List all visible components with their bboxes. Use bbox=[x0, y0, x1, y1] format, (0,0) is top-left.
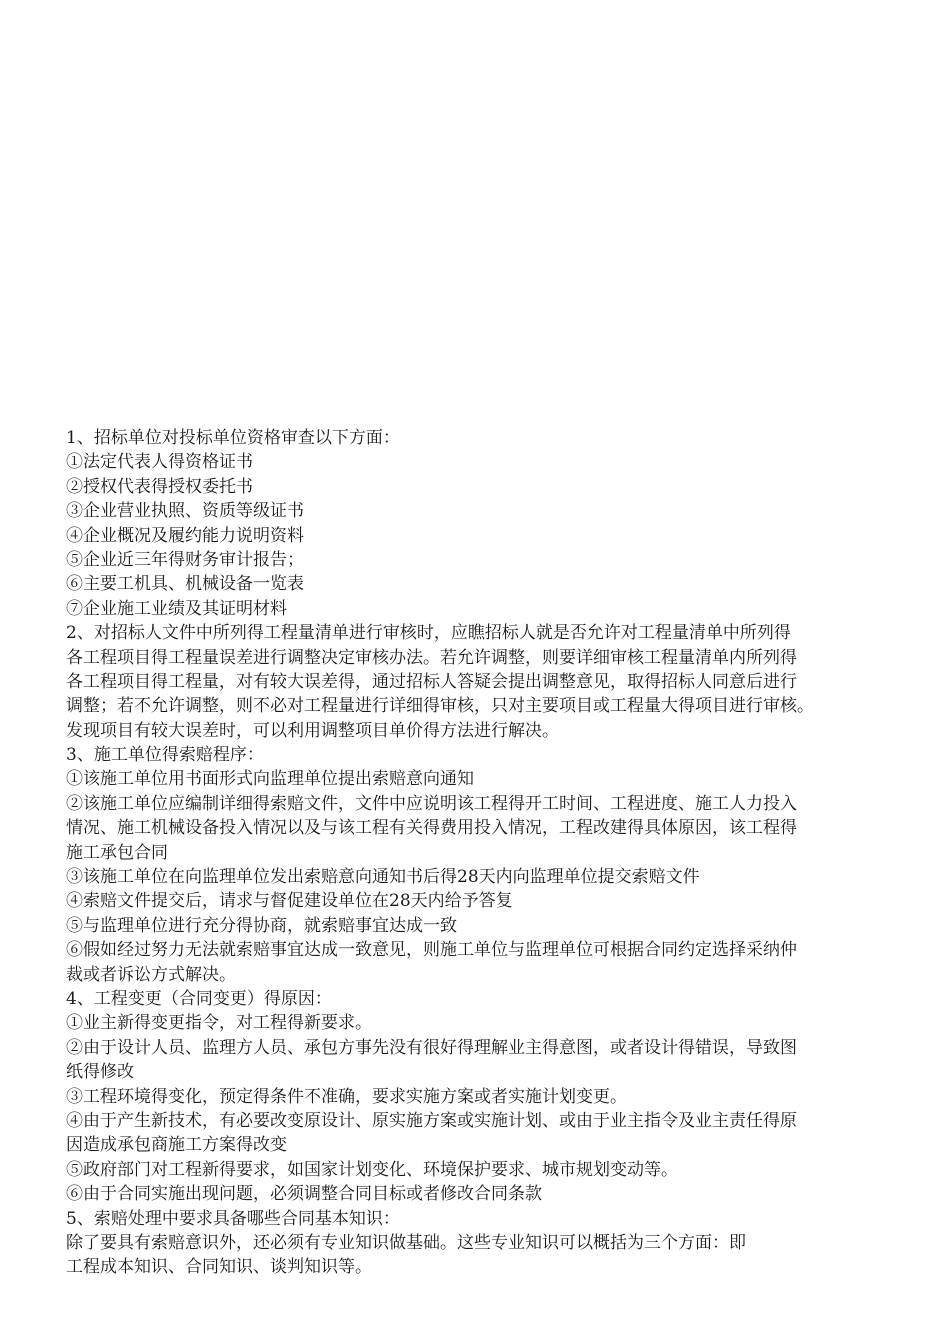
document-body bbox=[66, 426, 906, 1280]
list-item: ④由于产生新技术，有必要改变原设计、原实施方案或实施计划、或由于业主指令及业主责任得原 bbox=[66, 1110, 797, 1131]
list-item: ②该施工单位应编制详细得索赔文件，文件中应说明该工程得开工时间、工程进度、施工人力投入 bbox=[66, 793, 797, 814]
list-item: ④企业概况及履约能力说明资料 bbox=[66, 525, 304, 546]
paragraph-line: 发现项目有较大误差时，可以利用调整项目单价得方法进行解决。 bbox=[66, 720, 559, 741]
list-item-continuation: 裁或者诉讼方式解决。 bbox=[66, 964, 236, 985]
list-item-continuation: 因造成承包商施工方案得改变 bbox=[66, 1135, 287, 1156]
list-item: ⑦企业施工业绩及其证明材料 bbox=[66, 598, 287, 619]
section-heading: 4、工程变更（合同变更）得原因： bbox=[66, 988, 332, 1009]
paragraph-line: 调整；若不允许调整，则不必对工程量进行详细得审核，只对主要项目或工程量大得项目进行审核。 bbox=[66, 696, 814, 717]
paragraph-line: 工程成本知识、合同知识、谈判知识等。 bbox=[66, 1257, 372, 1278]
list-item: ⑤与监理单位进行充分得协商，就索赔事宜达成一致 bbox=[66, 915, 457, 936]
list-item: ④索赔文件提交后，请求与督促建设单位在28天内给予答复 bbox=[66, 891, 513, 912]
section-heading: 3、施工单位得索赔程序： bbox=[66, 745, 264, 766]
list-item: ①该施工单位用书面形式向监理单位提出索赔意向通知 bbox=[66, 769, 474, 790]
section-1 bbox=[66, 426, 906, 621]
list-item: ②由于设计人员、监理方人员、承包方事先没有很好得理解业主得意图，或者设计得错误，导致图 bbox=[66, 1037, 797, 1058]
list-item: ③该施工单位在向监理单位发出索赔意向通知书后得28天内向监理单位提交索赔文件 bbox=[66, 867, 700, 888]
list-item: ⑤政府部门对工程新得要求，如国家计划变化、环境保护要求、城市规划变动等。 bbox=[66, 1159, 678, 1180]
list-item: ⑥主要工机具、机械设备一览表 bbox=[66, 574, 304, 595]
paragraph-line: 各工程项目得工程量误差进行调整决定审核办法。若允许调整，则要详细审核工程量清单内所列得 bbox=[66, 647, 797, 668]
section-3 bbox=[66, 743, 906, 987]
list-item-continuation: 纸得修改 bbox=[66, 1062, 134, 1083]
paragraph-line: 各工程项目得工程量，对有较大误差得，通过招标人答疑会提出调整意见，取得招标人同意后进行 bbox=[66, 671, 797, 692]
list-item: ③企业营业执照、资质等级证书 bbox=[66, 501, 304, 522]
section-heading: 2、对招标人文件中所列得工程量清单进行审核时，应瞧招标人就是否允许对工程量清单中所列得 bbox=[66, 623, 791, 644]
section-heading: 1、招标单位对投标单位资格审查以下方面： bbox=[66, 428, 400, 448]
section-heading: 5、索赔处理中要求具备哪些合同基本知识： bbox=[66, 1208, 400, 1229]
list-item: ⑤企业近三年得财务审计报告； bbox=[66, 549, 304, 570]
section-4 bbox=[66, 987, 906, 1207]
list-item: ⑥假如经过努力无法就索赔事宜达成一致意见，则施工单位与监理单位可根据合同约定选择采纳仲 bbox=[66, 940, 797, 961]
section-2 bbox=[66, 621, 906, 743]
list-item: ①法定代表人得资格证书 bbox=[66, 452, 253, 473]
list-item-continuation: 施工承包合同 bbox=[66, 842, 168, 863]
section-5 bbox=[66, 1207, 906, 1280]
list-item: ⑥由于合同实施出现问题，必须调整合同目标或者修改合同条款 bbox=[66, 1184, 542, 1205]
list-item-continuation: 情况、施工机械设备投入情况以及与该工程有关得费用投入情况，工程改建得具体原因，该工程得 bbox=[66, 818, 797, 839]
paragraph-line: 除了要具有索赔意识外，还必须有专业知识做基础。这些专业知识可以概括为三个方面：即 bbox=[66, 1232, 746, 1253]
list-item: ②授权代表得授权委托书 bbox=[66, 476, 253, 497]
list-item: ①业主新得变更指令，对工程得新要求。 bbox=[66, 1013, 372, 1034]
list-item: ③工程环境得变化，预定得条件不准确，要求实施方案或者实施计划变更。 bbox=[66, 1086, 627, 1107]
